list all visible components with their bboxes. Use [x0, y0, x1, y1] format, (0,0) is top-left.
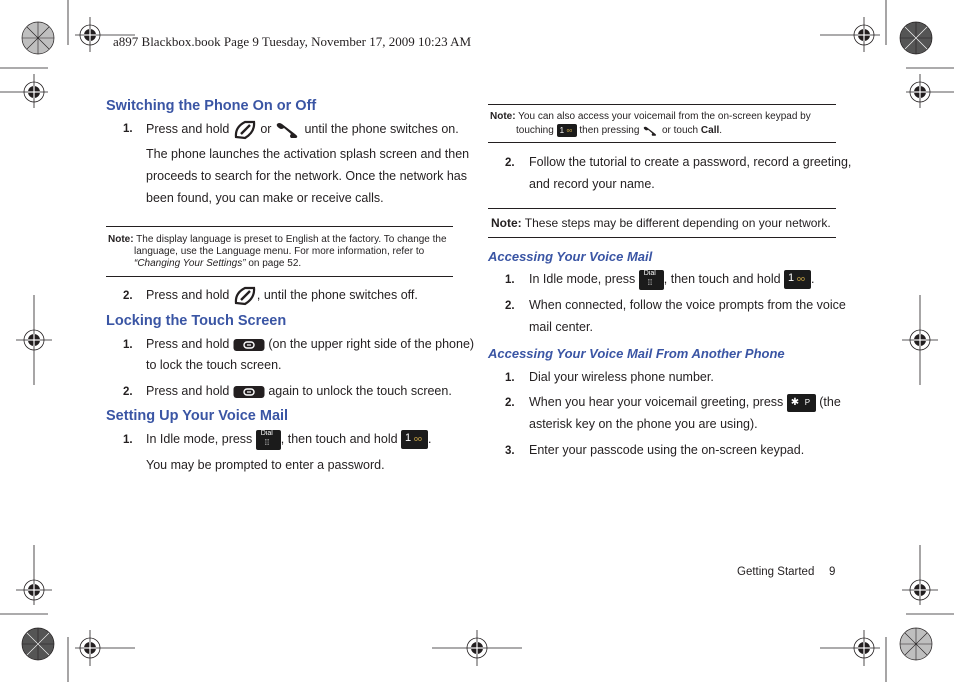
- divider: [488, 208, 836, 209]
- step-number: 2.: [505, 300, 515, 312]
- subsection-title-another-phone: Accessing Your Voice Mail From Another Phone: [488, 346, 785, 361]
- footer-section: Getting Started: [737, 566, 815, 578]
- lock-key-icon: [233, 385, 265, 399]
- paragraph-line: to lock the touch screen.: [146, 358, 282, 372]
- paragraph-line: Dial your wireless phone number.: [529, 370, 714, 384]
- step-text: Press and hold or until the phone switches on.: [146, 118, 459, 141]
- paragraph-line: Follow the tutorial to create a password, record a greeting,: [529, 155, 852, 169]
- voicemail-key-icon: 1 oo: [557, 124, 577, 137]
- divider: [488, 142, 836, 143]
- section-title-switching: Switching the Phone On or Off: [106, 98, 317, 114]
- print-header: a897 Blackbox.book Page 9 Tuesday, November 17, 2009 10:23 AM: [113, 34, 472, 49]
- dial-key-icon: Dial ⁞⁞: [639, 270, 664, 290]
- subsection-title-accessing: Accessing Your Voice Mail: [488, 249, 653, 264]
- step-number: 3.: [505, 445, 515, 457]
- note-line: Note: These steps may be different depending on your network.: [491, 216, 831, 230]
- end-key-icon: [642, 125, 659, 137]
- dial-key-icon: Dial ⁞⁞: [256, 430, 281, 450]
- power-key-icon: [233, 119, 257, 141]
- end-key-icon: [275, 120, 301, 140]
- divider: [106, 226, 453, 227]
- step-text: In Idle mode, press Dial ⁞⁞ , then touch and hold 1 oo .: [529, 268, 815, 290]
- step-number: 1.: [123, 339, 133, 351]
- note-line: Note: You can also access your voicemail from the on-screen keypad by: [490, 111, 811, 122]
- lock-key-icon: [233, 338, 265, 352]
- step-number: 2.: [505, 397, 515, 409]
- section-title-voicemail-setup: Setting Up Your Voice Mail: [106, 408, 289, 424]
- paragraph-line: Enter your passcode using the on-screen keypad.: [529, 443, 805, 457]
- step-number: 2.: [123, 386, 133, 398]
- divider: [488, 104, 836, 105]
- section-title-locking: Locking the Touch Screen: [106, 313, 287, 329]
- paragraph-line: When connected, follow the voice prompts from the voice: [529, 298, 846, 312]
- divider: [106, 276, 453, 277]
- paragraph-line: and record your name.: [529, 177, 655, 191]
- paragraph-line: proceeds to search for the network. Once the network has: [146, 169, 468, 183]
- paragraph-line: asterisk key on the phone you are using).: [529, 417, 758, 431]
- step-text: Press and hold (on the upper right side of the phone): [146, 337, 475, 351]
- step-number: 1.: [505, 372, 515, 384]
- page-number: 9: [829, 566, 836, 578]
- note-line: Note: The display language is preset to English at the factory. To change the: [108, 234, 447, 245]
- power-key-icon: [233, 285, 257, 307]
- step-number: 1.: [505, 274, 515, 286]
- step-number: 1.: [123, 434, 133, 446]
- paragraph-line: The phone launches the activation splash screen and then: [146, 147, 470, 161]
- step-text: Press and hold again to unlock the touch screen.: [146, 384, 452, 398]
- voicemail-key-icon: 1 oo: [401, 430, 428, 449]
- paragraph-line: mail center.: [529, 320, 593, 334]
- step-number: 2.: [505, 157, 515, 169]
- divider: [488, 237, 836, 238]
- voicemail-key-icon: 1 oo: [784, 270, 811, 289]
- note-line: language, use the Language menu. For more information, refer to: [134, 246, 425, 257]
- note-line: touching 1 oo then pressing or touch Call.: [516, 125, 723, 137]
- step-number: 2.: [123, 290, 133, 302]
- paragraph-line: You may be prompted to enter a password.: [146, 458, 385, 472]
- step-number: 1.: [123, 123, 133, 135]
- step-text: When you hear your voicemail greeting, press ✱ P (the: [529, 391, 841, 413]
- paragraph-line: been found, you can make or receive calls.: [146, 191, 384, 205]
- star-key-icon: ✱ P: [787, 394, 816, 412]
- step-text: Press and hold , until the phone switches off.: [146, 284, 418, 307]
- note-line: “Changing Your Settings” on page 52.: [134, 258, 302, 269]
- step-text: In Idle mode, press Dial ⁞⁞ , then touch and hold 1 oo .: [146, 428, 432, 450]
